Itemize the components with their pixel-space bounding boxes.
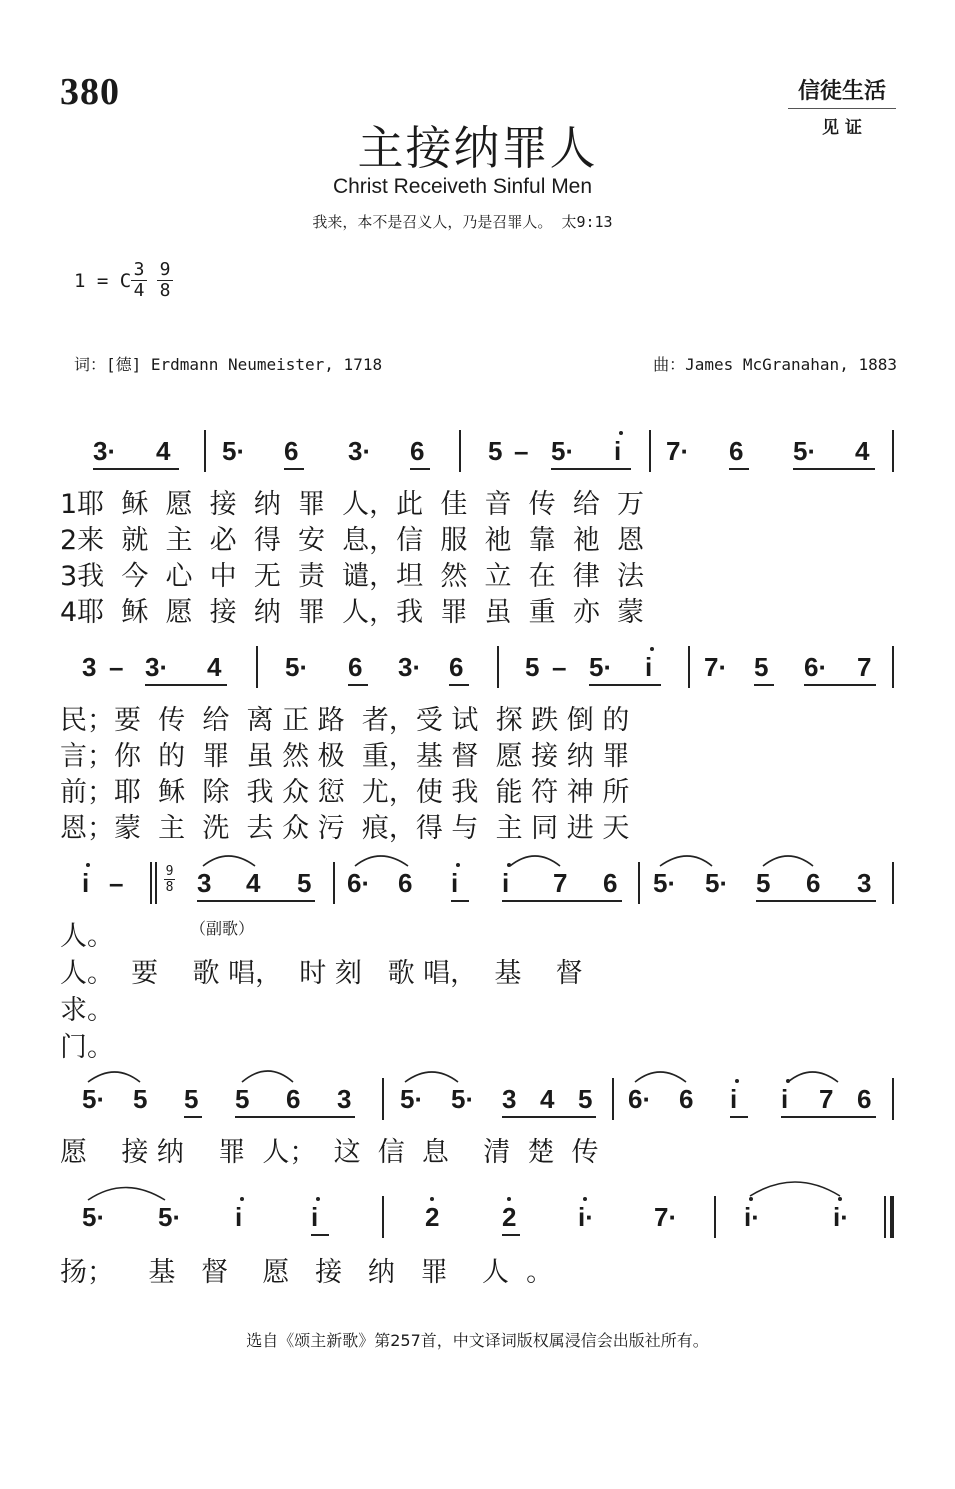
slur [510, 856, 560, 866]
note: 7 [819, 1084, 834, 1114]
key-signature: 1 = C [74, 270, 132, 292]
note: 5· [705, 868, 729, 898]
slur [88, 1188, 165, 1201]
note: 5 [754, 652, 769, 682]
note: 5 [235, 1084, 250, 1114]
note: 3· [398, 652, 422, 682]
note: 6 [410, 436, 425, 466]
note: 4 [246, 868, 261, 898]
note: i [614, 436, 622, 466]
note: 5· [400, 1084, 424, 1114]
category-label: 信徒生活 [788, 74, 896, 109]
dash: – [514, 436, 529, 466]
slur [788, 1072, 838, 1082]
note: 5 [297, 868, 312, 898]
slur [242, 1071, 293, 1082]
lyric-line-4: 门。 [60, 1032, 114, 1063]
lyric-line-3: 3我 今 心 中 无 责 谴，坦 然 立 在 律 法 [60, 561, 644, 592]
note: 5· [589, 652, 613, 682]
note: 3 [857, 868, 872, 898]
lyric-line-1: 民；要 传 给 离 正 路 者，受 试 探 跌 倒 的 [60, 705, 630, 736]
lyric-line-1: 人。 [60, 921, 114, 952]
note: 5 [184, 1084, 199, 1114]
note: i [730, 1084, 738, 1114]
note: 5· [551, 436, 575, 466]
title-chinese: 主接纳罪人 [357, 121, 598, 175]
note: 5· [82, 1084, 106, 1114]
note: 7 [857, 652, 872, 682]
note: 5· [285, 652, 309, 682]
composer-credit: 曲：James McGranahan, 1883 [653, 355, 897, 374]
note: 5 [133, 1084, 148, 1114]
title-english: Christ Receiveth Sinful Men [332, 175, 593, 198]
subcategory-label: 见 证 [822, 118, 862, 138]
time-sig-top: 9 [165, 864, 174, 879]
note: 5· [82, 1202, 106, 1232]
time-sig-bottom: 8 [165, 880, 174, 895]
note: 7· [704, 652, 728, 682]
slur [750, 1182, 840, 1196]
note: 6· [804, 652, 828, 682]
note: 4 [156, 436, 171, 466]
lyric-line-4: 4耶 稣 愿 接 纳 罪 人，我 罪 虽 重 亦 蒙 [60, 597, 644, 628]
slur [763, 856, 813, 866]
note: 6· [628, 1084, 652, 1114]
time-sig-top: 9 [157, 260, 173, 281]
note: 6 [603, 868, 618, 898]
scripture-reference: 我来，本不是召义人，乃是召罪人。 太9:13 [312, 213, 613, 231]
lyricist-credit: 词：[德] Erdmann Neumeister, 1718 [74, 355, 383, 374]
note: 6 [857, 1084, 872, 1114]
dash: – [109, 652, 124, 682]
note: 5 [756, 868, 771, 898]
note: i [645, 652, 653, 682]
note: 5· [793, 436, 817, 466]
note: 3· [348, 436, 372, 466]
note: 5 [488, 436, 503, 466]
time-sig-bottom: 4 [133, 280, 145, 301]
note: i [502, 868, 510, 898]
note: 5 [578, 1084, 593, 1114]
lyric-line-1: 扬； 基 督 愿 接 纳 罪 人 。 [60, 1257, 554, 1288]
note: 5· [653, 868, 677, 898]
note: 3 [82, 652, 97, 682]
dash: – [109, 868, 124, 898]
note: i [781, 1084, 789, 1114]
note: 7· [666, 436, 690, 466]
lyric-line-2: 2来 就 主 必 得 安 息，信 服 祂 靠 祂 恩 [60, 525, 644, 556]
note: 6 [348, 652, 363, 682]
note: i [235, 1202, 243, 1232]
note: i· [833, 1202, 849, 1232]
note: 7· [654, 1202, 678, 1232]
slur [203, 856, 255, 866]
hymn-number: 380 [60, 71, 120, 113]
note: 6 [286, 1084, 301, 1114]
note: i· [578, 1202, 594, 1232]
time-sig-bottom: 8 [159, 280, 171, 301]
time-sig-top: 3 [131, 260, 147, 281]
note: 6 [806, 868, 821, 898]
note: 3· [145, 652, 169, 682]
slur [660, 856, 712, 866]
lyric-line-2: 言；你 的 罪 虽 然 极 重，基 督 愿 接 纳 罪 [60, 741, 630, 772]
note: 3· [93, 436, 117, 466]
note: i [451, 868, 459, 898]
note: 3 [502, 1084, 517, 1114]
note: i· [744, 1202, 760, 1232]
note: 4 [207, 652, 222, 682]
note: 4 [540, 1084, 555, 1114]
note: 6· [347, 868, 371, 898]
note: 5· [158, 1202, 182, 1232]
lyric-line-3: 前；耶 稣 除 我 众 愆 尤，使 我 能 符 神 所 [60, 777, 630, 808]
slur [88, 1072, 140, 1082]
note: 3 [197, 868, 212, 898]
note: 6 [679, 1084, 694, 1114]
dash: – [552, 652, 567, 682]
note: i [82, 868, 90, 898]
chorus-label: （副歌） [190, 919, 255, 938]
note: 2 [502, 1202, 517, 1232]
lyric-line-2: 人。 要 歌 唱， 时 刻 歌 唱， 基 督 [60, 958, 583, 989]
note: 6 [284, 436, 299, 466]
note: 6 [449, 652, 464, 682]
note: i [311, 1202, 319, 1232]
note: 3 [337, 1084, 352, 1114]
note: 5 [525, 652, 540, 682]
lyric-line-3: 求。 [60, 995, 114, 1026]
note: 5· [222, 436, 246, 466]
slur [635, 1072, 686, 1082]
lyric-line-1: 愿 接 纳 罪 人； 这 信 息 清 楚 传 [60, 1137, 599, 1168]
note: 6 [729, 436, 744, 466]
note: 7 [553, 868, 568, 898]
note: 6 [398, 868, 413, 898]
note: 2 [425, 1202, 440, 1232]
note: 4 [855, 436, 870, 466]
copyright-footer: 选自《颂主新歌》第257首，中文译词版权属浸信会出版社所有。 [246, 1331, 709, 1350]
lyric-line-4: 恩；蒙 主 洗 去 众 污 痕，得 与 主 同 进 天 [60, 813, 630, 844]
slur [405, 1072, 458, 1082]
lyric-line-1: 1耶 稣 愿 接 纳 罪 人，此 佳 音 传 给 万 [60, 489, 644, 520]
slur [355, 856, 408, 866]
note: 5· [451, 1084, 475, 1114]
